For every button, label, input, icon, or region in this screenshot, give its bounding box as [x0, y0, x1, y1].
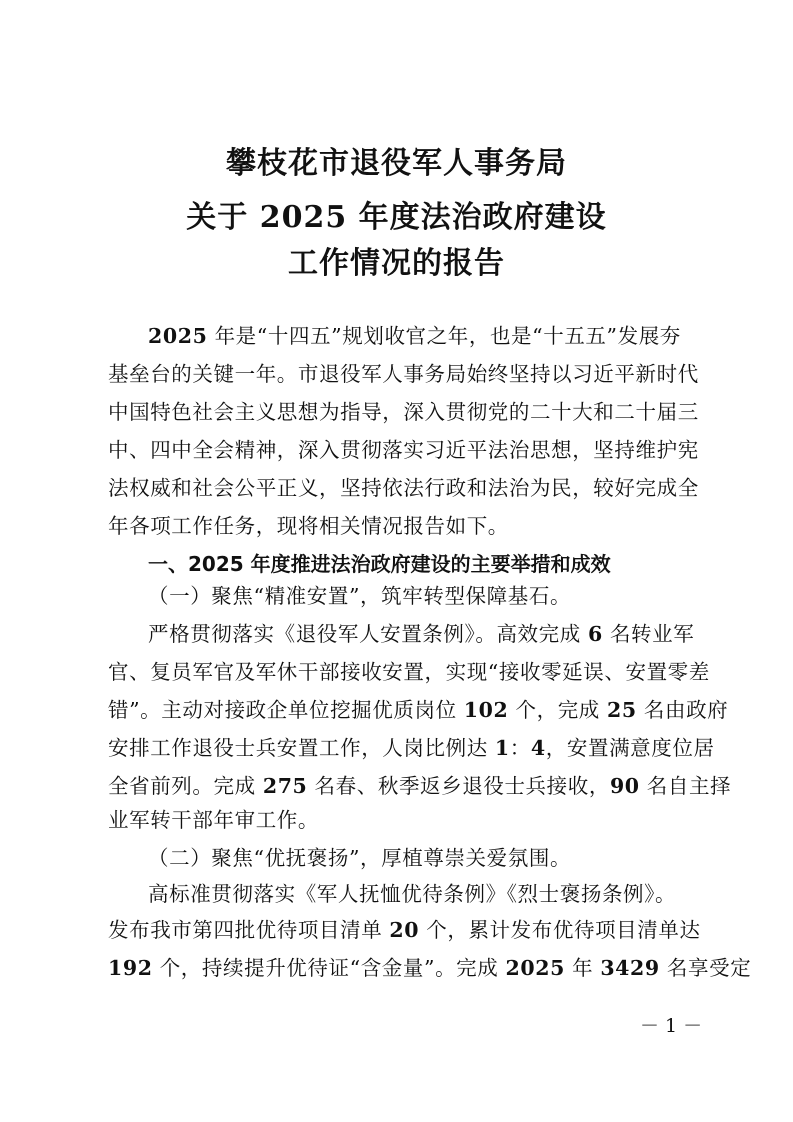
paragraph-line: 错”。主动对接政企单位挖掘优质岗位 102 个，完成 25 名由政府 — [108, 698, 729, 722]
intro-line: 年各项工作任务，现将相关情况报告如下。 — [108, 514, 509, 538]
subsection-heading: （一）聚焦“精准安置”，筑牢转型保障基石。 — [148, 584, 572, 608]
intro-line: 法权威和社会公平正义，坚持依法行政和法治为民，较好完成全 — [108, 476, 699, 500]
paragraph-line: 全省前列。完成 275 名春、秋季返乡退役士兵接收，90 名自主择 — [108, 774, 732, 798]
paragraph-line: 高标准贯彻落实《军人抚恤优待条例》《烈士褒扬条例》。 — [148, 882, 677, 906]
paragraph-line: 安排工作退役士兵安置工作，人岗比例达 1：4，安置满意度位居 — [108, 736, 715, 760]
paragraph-line: 官、复员军官及军休干部接收安置，实现“接收零延误、安置零差 — [108, 660, 710, 684]
intro-line: 中国特色社会主义思想为指导，深入贯彻党的二十大和二十届三 — [108, 400, 699, 424]
intro-line: 基垒台的关键一年。市退役军人事务局始终坚持以习近平新时代 — [108, 362, 699, 386]
report-title-line-3: 工作情况的报告 — [288, 246, 505, 281]
paragraph-line: 发布我市第四批优待项目清单 20 个，累计发布优待项目清单达 — [108, 918, 701, 942]
section-heading: 一、2025 年度推进法治政府建设的主要举措和成效 — [148, 552, 611, 576]
page-number: － 1 － — [640, 1015, 703, 1037]
subsection-heading: （二）聚焦“优抚褒扬”，厚植尊崇关爱氛围。 — [148, 846, 572, 870]
paragraph-line: 严格贯彻落实《退役军人安置条例》。高效完成 6 名转业军 — [148, 622, 695, 646]
intro-line: 中、四中全会精神，深入贯彻落实习近平法治思想，坚持维护宪 — [108, 438, 699, 462]
paragraph-line: 业军转干部年审工作。 — [108, 808, 319, 832]
report-title-line-2: 关于 2025 年度法治政府建设 — [186, 200, 607, 235]
intro-line: 2025 年是“十四五”规划收官之年，也是“十五五”发展夯 — [148, 324, 681, 348]
paragraph-line: 192 个，持续提升优待证“含金量”。完成 2025 年 3429 名享受定 — [108, 956, 752, 980]
report-title-line-1: 攀枝花市退役军人事务局 — [226, 146, 567, 181]
